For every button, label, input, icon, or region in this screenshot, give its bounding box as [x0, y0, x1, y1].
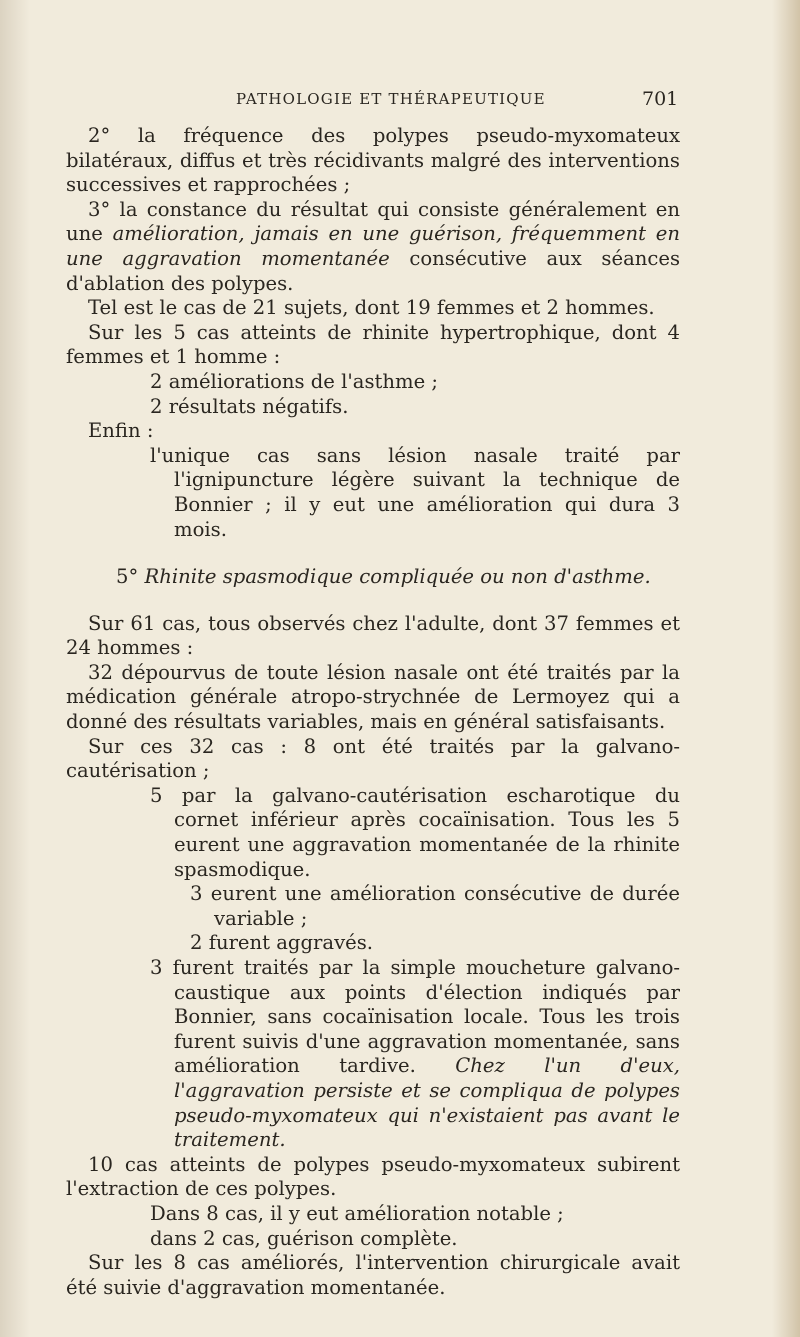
paragraph-frequence: 2° la fréquence des polypes pseudo-myxomateux bilatéraux, diffus et très récidivants malgré des interventions successives et rapprochées ;	[66, 124, 680, 197]
paragraph-8-cas-ameliores: Sur les 8 cas améliorés, l'intervention chirurgicale avait été suivie d'aggravation momentanée.	[66, 1251, 680, 1299]
list-item-negatifs: 2 résultats négatifs.	[150, 394, 349, 418]
paragraph-sur-ces-32: Sur ces 32 cas : 8 ont été traités par la galvano-cautérisation ;	[66, 734, 680, 783]
section-number: 5°	[116, 565, 139, 589]
paragraph-10-cas: 10 cas atteints de polypes pseudo-myxomateux subirent l'extraction de ces polypes.	[66, 1152, 680, 1201]
running-title: PATHOLOGIE ET THÉRAPEUTIQUE	[236, 90, 546, 108]
paragraph-61-cas: Sur 61 cas, tous observés chez l'adulte, dont 37 femmes et 24 hommes :	[66, 611, 680, 660]
paragraph-2-aggraves: 2 furent aggravés.	[190, 931, 374, 955]
paragraph-21-sujets: Tel est le cas de 21 sujets, dont 19 femmes et 2 hommes.	[88, 296, 655, 320]
moucheture-italic: Chez l'un d'eux, l'aggravation persiste et se compliqua de polypes pseudo-myxomateux qui n'existaient pas avant le traitement.	[174, 1054, 680, 1152]
constance-text: 3° la constance du résultat qui consiste généralement en une	[66, 197, 680, 246]
section-heading	[66, 565, 680, 590]
page-number: 701	[642, 88, 679, 110]
constance-end: consécutive aux séances d'ablation des polypes.	[66, 246, 681, 295]
body-text	[66, 124, 680, 1300]
running-header	[0, 88, 800, 112]
paragraph-rhinite-hypertrophique: Sur les 5 cas atteints de rhinite hypertrophique, dont 4 femmes et 1 homme :	[66, 320, 680, 369]
constance-italic: amélioration, jamais en une guérison, fréquemment en une aggravation momentanée	[66, 222, 680, 270]
paragraph-ignipuncture: l'unique cas sans lésion nasale traité par l'ignipuncture légère suivant la technique de Bonnier ; il y eut une amélioration qui dura 3 mois.	[150, 443, 680, 541]
section-title: Rhinite spasmodique compliquée ou non d'asthme.	[144, 565, 651, 589]
spacer	[66, 542, 680, 565]
paragraph-32-depourvus: 32 dépourvus de toute lésion nasale ont été traités par la médication générale atropo-strychnée de Lermoyez qui a donné des résultats variables, mais en général satisfaisants.	[66, 660, 680, 734]
list-item-ameliorations: 2 améliorations de l'asthme ;	[150, 369, 439, 393]
spacer	[66, 590, 680, 612]
list-item-2-cas: dans 2 cas, guérison complète.	[150, 1226, 458, 1250]
paragraph-moucheture	[66, 956, 680, 1153]
paragraph-constance	[66, 198, 680, 296]
moucheture-text: 3 furent traités par la simple moucheture galvano-caustique aux points d'élection indiqués par Bonnier, sans cocaïnisation locale. Tous les trois furent suivis d'une aggravation momentanée, sans amélioration tardive.	[150, 956, 680, 1078]
paragraph-5-galvano: 5 par la galvano-cautérisation escharotique du cornet inférieur après cocaïnisation. Tous les 5 eurent une aggravation momentanée de la rhinite spasmodique.	[150, 783, 680, 881]
list-item-8-cas: Dans 8 cas, il y eut amélioration notable ;	[150, 1201, 564, 1225]
paragraph-enfin: Enfin :	[88, 419, 154, 443]
paragraph-3-amelioration: 3 eurent une amélioration consécutive de durée variable ;	[190, 882, 680, 930]
